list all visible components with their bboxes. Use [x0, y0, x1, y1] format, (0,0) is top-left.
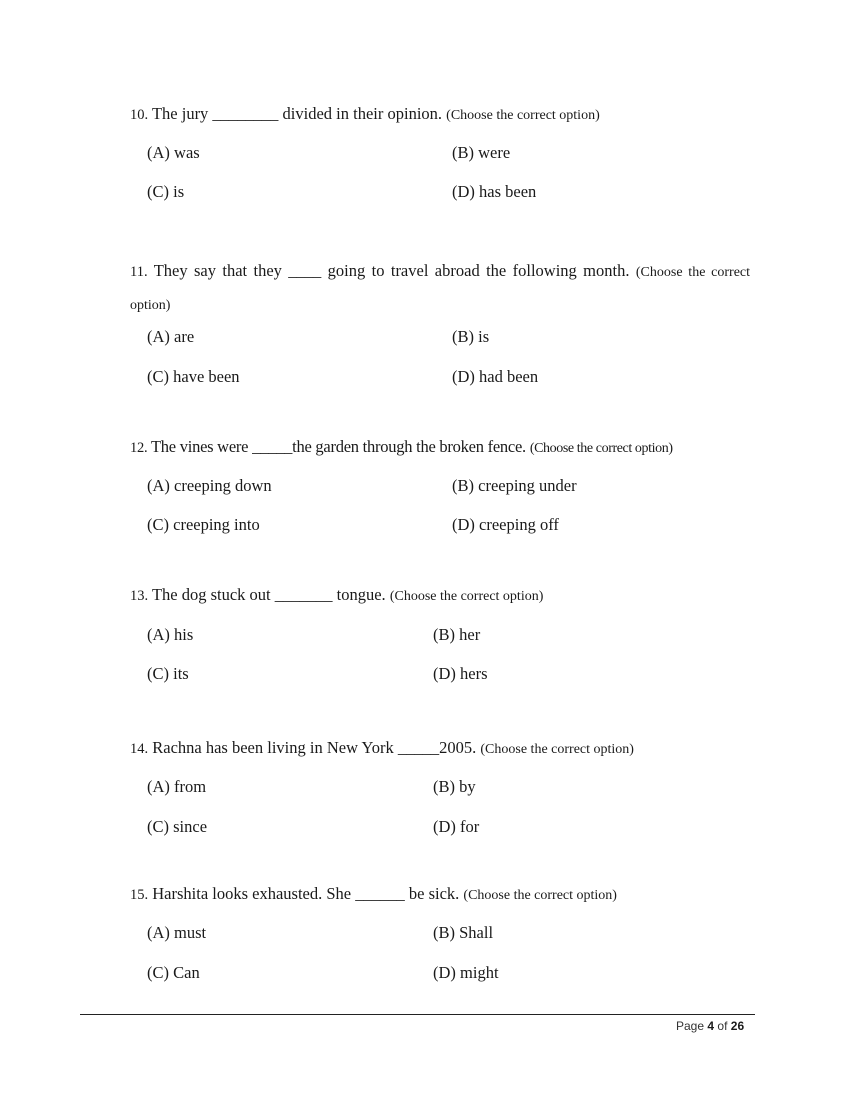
page-of: of [717, 1019, 728, 1033]
question-15 [130, 878, 750, 911]
option-d: (D) for [433, 817, 480, 836]
option-a: (A) his [147, 625, 194, 644]
option-d: (D) might [433, 963, 499, 982]
question-hint: (Choose the correct option) [130, 265, 751, 313]
page-label: Page [676, 1019, 705, 1033]
question-hint: (Choose the correct option) [446, 108, 600, 123]
question-number: 11. [130, 264, 148, 280]
question-hint: (Choose the correct option) [529, 441, 673, 456]
option-b: (B) were [452, 143, 511, 162]
page-number [676, 1019, 744, 1033]
question-13 [130, 579, 750, 612]
footer-divider [80, 1014, 755, 1015]
option-b: (B) Shall [433, 923, 494, 942]
option-b: (B) by [433, 777, 476, 796]
question-number: 14. [130, 741, 149, 757]
option-c: (C) is [147, 182, 185, 201]
option-a: (A) are [147, 327, 195, 346]
question-stem: They say that they ____ going to travel abroad the following month. [153, 261, 630, 280]
question-hint: (Choose the correct option) [480, 742, 634, 757]
option-a: (A) was [147, 143, 200, 162]
page-current: 4 [707, 1019, 715, 1033]
option-a: (A) from [147, 777, 207, 796]
question-stem: The vines were _____the garden through the broken fence. [150, 437, 526, 456]
question-12 [130, 431, 750, 464]
question-14 [130, 732, 750, 765]
option-a: (A) creeping down [147, 476, 272, 495]
question-number: 15. [130, 887, 149, 903]
question-stem: The jury ________ divided in their opinion. [151, 104, 443, 123]
option-c: (C) have been [147, 367, 240, 386]
question-number: 13. [130, 588, 149, 604]
option-d: (D) hers [433, 664, 488, 683]
question-hint: (Choose the correct option) [463, 888, 617, 903]
question-stem: The dog stuck out _______ tongue. [151, 585, 386, 604]
question-hint: (Choose the correct option) [389, 589, 544, 604]
option-c: (C) Can [147, 963, 200, 982]
option-c: (C) its [147, 664, 189, 683]
option-b: (B) is [452, 327, 490, 346]
option-a: (A) must [147, 923, 207, 942]
question-11 [130, 255, 750, 321]
question-10 [130, 98, 750, 131]
option-b: (B) her [433, 625, 481, 644]
question-number: 10. [130, 107, 149, 123]
option-d: (D) had been [452, 367, 539, 386]
page-total: 26 [730, 1019, 745, 1033]
option-d: (D) has been [452, 182, 537, 201]
option-c: (C) creeping into [147, 515, 260, 534]
option-d: (D) creeping off [452, 515, 559, 534]
option-c: (C) since [147, 817, 208, 836]
question-stem: Rachna has been living in New York _____2005. [152, 738, 477, 757]
question-stem: Harshita looks exhausted. She ______ be sick. [152, 884, 460, 903]
option-b: (B) creeping under [452, 476, 577, 495]
question-number: 12. [130, 440, 148, 456]
